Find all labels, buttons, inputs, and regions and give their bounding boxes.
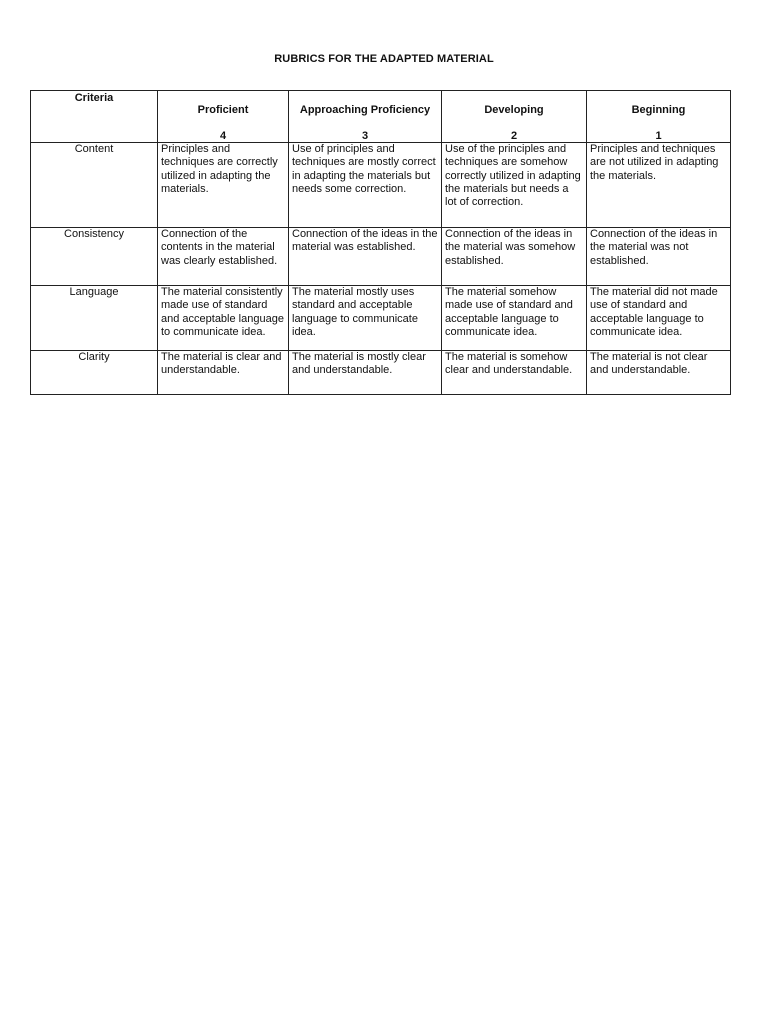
level-label: Proficient [197, 104, 249, 116]
criterion-cell: Consistency [31, 228, 158, 286]
descriptor-cell: Connection of the contents in the material was clearly established. [158, 228, 289, 286]
descriptor-cell: Connection of the ideas in the material was established. [289, 228, 442, 286]
table-row-language [31, 286, 731, 351]
criterion-cell: Language [31, 286, 158, 351]
descriptor-cell: Use of the principles and techniques are somehow correctly utilized in adapting the materials but needs a lot of correction. [442, 143, 587, 228]
level-score: 2 [510, 130, 518, 142]
table-row-consistency [31, 228, 731, 286]
level-score: 3 [361, 130, 369, 142]
descriptor-cell: Use of principles and techniques are mostly correct in adapting the materials but needs some correction. [289, 143, 442, 228]
descriptor-cell: The material did not made use of standard and acceptable language to communicate idea. [587, 286, 731, 351]
criteria-header: Criteria [74, 92, 114, 104]
descriptor-cell: The material is not clear and understandable. [587, 351, 731, 395]
document-title: RUBRICS FOR THE ADAPTED MATERIAL [274, 53, 494, 65]
descriptor-cell: The material consistently made use of standard and acceptable language to communicate idea. [158, 286, 289, 351]
criteria-header-cell [31, 91, 158, 143]
criterion-cell: Clarity [31, 351, 158, 395]
header-row [31, 91, 731, 143]
rubric-table [30, 90, 731, 395]
descriptor-cell: Principles and techniques are not utilized in adapting the materials. [587, 143, 731, 228]
level-label: Approaching Proficiency [299, 104, 431, 116]
level-label: Developing [484, 104, 544, 116]
descriptor-cell: The material somehow made use of standard and acceptable language to communicate idea. [442, 286, 587, 351]
level-header-developing [442, 91, 587, 143]
level-header-proficient [158, 91, 289, 143]
descriptor-cell: Principles and techniques are correctly utilized in adapting the materials. [158, 143, 289, 228]
level-header-beginning [587, 91, 731, 143]
level-score: 1 [655, 130, 662, 142]
descriptor-cell: The material is clear and understandable. [158, 351, 289, 395]
descriptor-cell: Connection of the ideas in the material was somehow established. [442, 228, 587, 286]
descriptor-cell: The material is somehow clear and understandable. [442, 351, 587, 395]
table-row-content [31, 143, 731, 228]
descriptor-cell: The material mostly uses standard and acceptable language to communicate idea. [289, 286, 442, 351]
level-score: 4 [219, 130, 227, 142]
level-header-approaching-proficiency [289, 91, 442, 143]
criterion-cell: Content [31, 143, 158, 228]
table-row-clarity [31, 351, 731, 395]
level-label: Beginning [631, 104, 686, 116]
descriptor-cell: The material is mostly clear and understandable. [289, 351, 442, 395]
descriptor-cell: Connection of the ideas in the material was not established. [587, 228, 731, 286]
